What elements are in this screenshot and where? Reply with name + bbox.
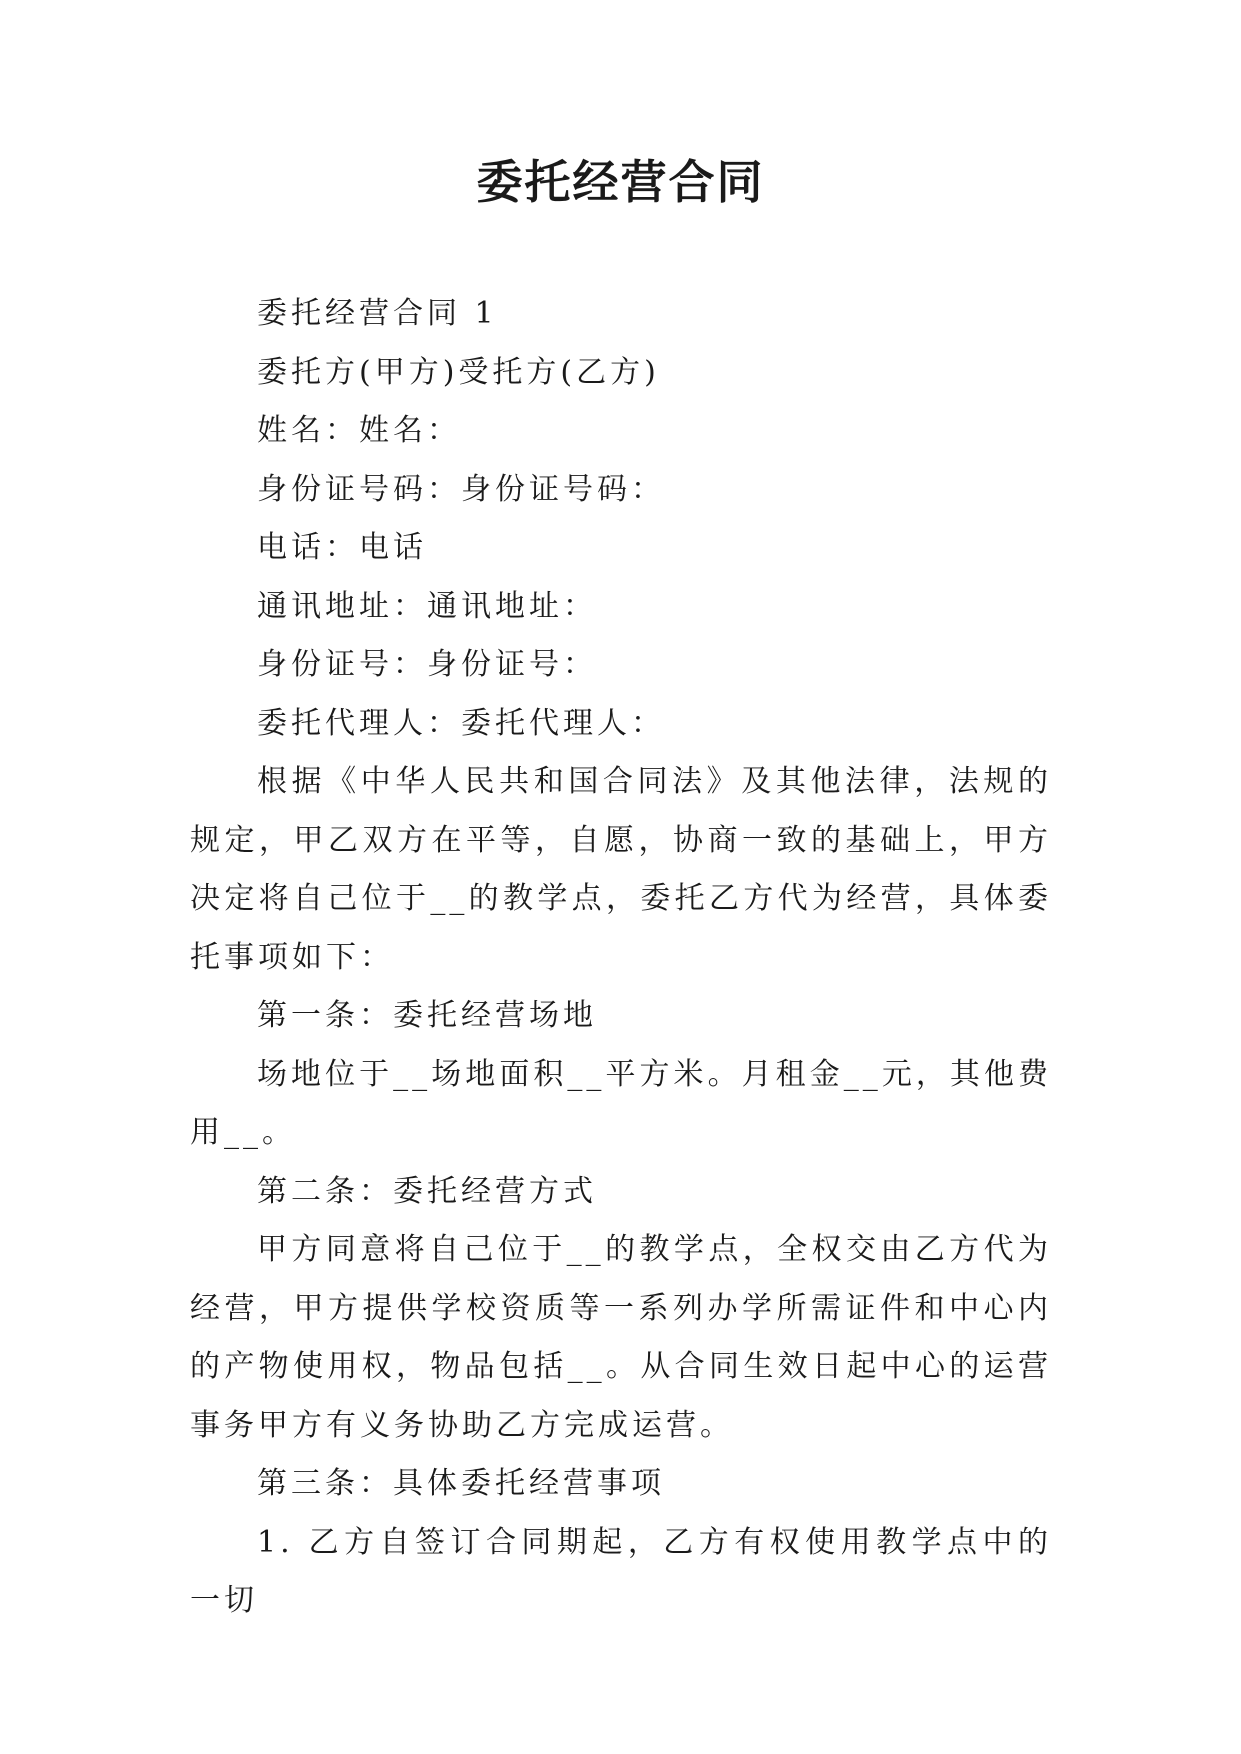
article-1-body: 场地位于__场地面积__平方米。月租金__元，其他费用__。 (190, 1056, 1052, 1150)
document-title: 委托经营合同 (476, 155, 765, 209)
paragraph-id-card: 身份证号：身份证号： (257, 647, 597, 682)
paragraph-address: 通讯地址：通讯地址： (257, 588, 597, 624)
paragraph-name: 姓名：姓名： (257, 413, 461, 448)
article-2-body: 甲方同意将自己位于__的教学点，全权交由乙方代为经营，甲方提供学校资质等一系列办学所需证件和中心内的产物使用权，物品包括__。从合同生效日起中心的运营事务甲方有义务协助乙方完成运营。 (190, 1232, 1052, 1443)
paragraph-preamble: 根据《中华人民共和国合同法》及其他法律，法规的规定，甲乙双方在平等，自愿，协商一致的基础上，甲方决定将自己位于__的教学点，委托乙方代为经营，具体委托事项如下： (190, 764, 1052, 975)
paragraph-agent: 委托代理人：委托代理人： (257, 705, 665, 741)
article-2-heading: 第二条：委托经营方式 (257, 1173, 597, 1209)
article-3-item-1: 1. 乙方自签订合同期起，乙方有权使用教学点中的一切 (190, 1524, 1052, 1618)
paragraph-parties: 委托方(甲方)受托方(乙方) (257, 354, 660, 390)
paragraph-id-number: 身份证号码：身份证号码： (257, 471, 665, 507)
article-3-heading: 第三条：具体委托经营事项 (257, 1466, 665, 1501)
document-body (190, 285, 1052, 1631)
paragraph-phone: 电话：电话 (257, 530, 427, 565)
article-1-heading: 第一条：委托经营场地 (257, 998, 597, 1033)
paragraph-heading-contract-1: 委托经营合同 1 (257, 296, 498, 331)
